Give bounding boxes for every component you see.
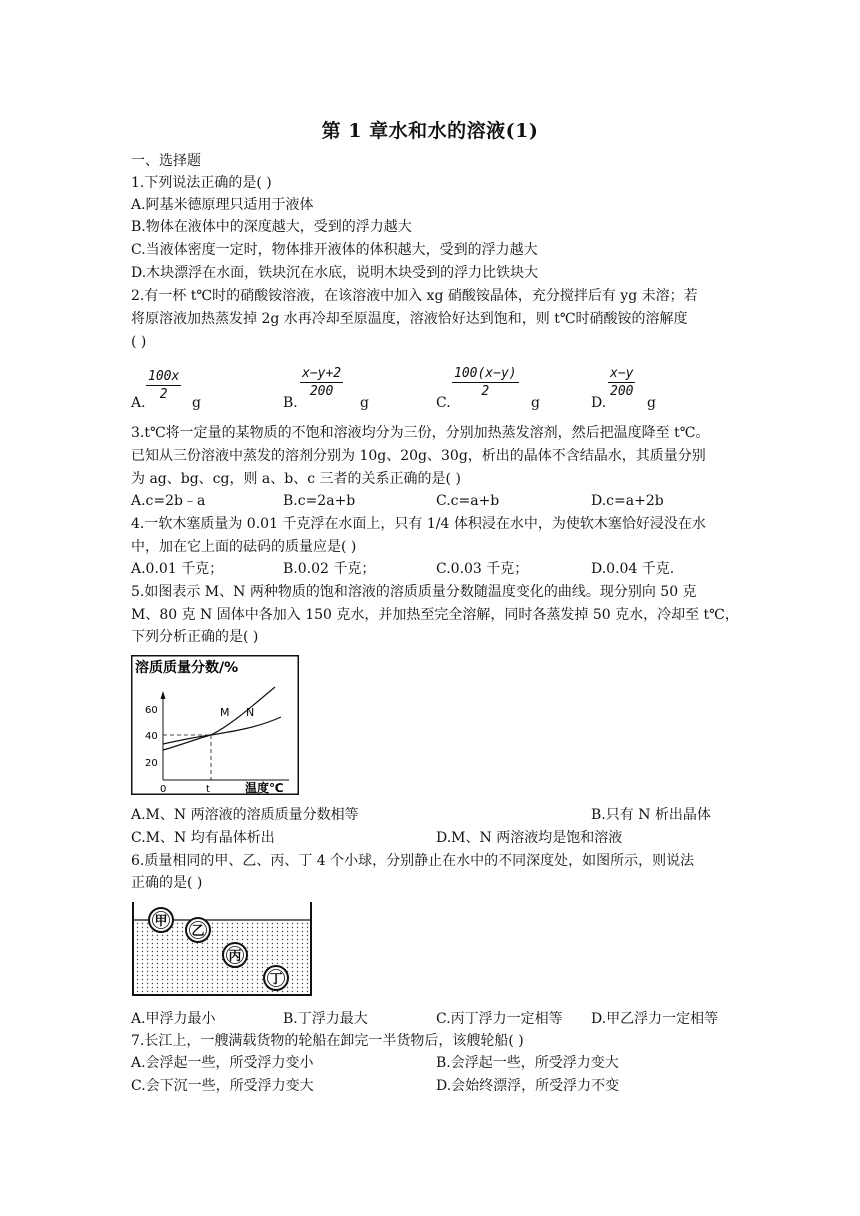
section-heading: 一、选择题 — [131, 153, 201, 169]
q1-option-b: B.物体在液体中的深度越大，受到的浮力越大 — [131, 219, 412, 235]
q3-stem-line-1: 3.t℃将一定量的某物质的不饱和溶液均分为三份，分别加热蒸发溶剂，然后把温度降至 t℃。 — [131, 425, 710, 441]
q2-option-b-denominator: 200 — [309, 384, 334, 399]
q6-balls-in-water-figure — [131, 898, 313, 998]
ball-bing — [223, 943, 247, 967]
q6-option-a: A.甲浮力最小 — [131, 1011, 216, 1027]
q5-option-b: B.只有 N 析出晶体 — [591, 807, 711, 823]
y-tick-label: 20 — [145, 758, 158, 769]
q6-option-b: B.丁浮力最大 — [283, 1011, 368, 1027]
q2-option-c-unit: g — [531, 395, 540, 411]
q7-option-a: A.会浮起一些，所受浮力变小 — [131, 1055, 314, 1071]
q2-stem-line-3: ( ) — [131, 334, 147, 350]
q2-stem-line-1: 2.有一杯 t℃时的硝酸铵溶液，在该溶液中加入 xg 硝酸铵晶体，充分搅拌后有 yg 未溶；若 — [131, 288, 698, 304]
q5-option-a: A.M、N 两溶液的溶质质量分数相等 — [131, 807, 359, 823]
figure-frame — [132, 656, 299, 795]
q7-option-c: C.会下沉一些，所受浮力变大 — [131, 1078, 314, 1094]
q6-stem-line-1: 6.质量相同的甲、乙、丙、丁 4 个小球，分别静止在水中的不同深度处，如图所示，则说法 — [131, 853, 695, 869]
q5-option-c: C.M、N 均有晶体析出 — [131, 830, 275, 846]
q6-option-c: C.丙丁浮力一定相等 — [436, 1011, 563, 1027]
x-tick-label: 0 — [160, 784, 167, 795]
q4-stem-line-1: 4.一软木塞质量为 0.01 千克浮在水面上，只有 1/4 体积浸在水中，为使软木塞恰好浸没在水 — [131, 516, 706, 532]
q3-stem-line-3: 为 ag、bg、cg，则 a、b、c 三者的关系正确的是( ) — [131, 471, 461, 487]
ball-ding — [264, 966, 288, 990]
q2-option-b-unit: g — [360, 395, 369, 411]
q7-option-d: D.会始终漂浮，所受浮力不变 — [436, 1078, 620, 1094]
q5-option-d: D.M、N 两溶液均是饱和溶液 — [436, 830, 623, 846]
q2-option-d-denominator: 200 — [610, 384, 634, 399]
q2-option-b-fraction — [300, 366, 343, 399]
q2-option-d-fraction — [608, 366, 635, 399]
curve-label-m: M — [220, 706, 230, 719]
q3-option-b: B.c=2a+b — [283, 493, 356, 509]
page-title: 第 1 章水和水的溶液(1) — [321, 120, 539, 142]
q1-option-c: C.当液体密度一定时，物体排开液体的体积越大，受到的浮力越大 — [131, 242, 538, 258]
q4-option-a: A.0.01 千克； — [131, 561, 224, 577]
x-tick-label: t — [206, 784, 210, 795]
q7-stem: 7.长江上，一艘满载货物的轮船在卸完一半货物后，该艘轮船( ) — [131, 1033, 524, 1049]
q3-stem-line-2: 已知从三份溶液中蒸发的溶剂分别为 10g、20g、30g，析出的晶体不含结晶水，其质量分别 — [131, 448, 706, 464]
q5-stem-line-3: 下列分析正确的是( ) — [131, 629, 259, 645]
q2-option-a-denominator: 2 — [159, 387, 168, 402]
q2-option-b-numerator: x−y+2 — [302, 366, 342, 381]
ball-label-bing: 丙 — [228, 949, 242, 964]
q2-option-a-unit: g — [192, 395, 201, 411]
ball-label-yi: 乙 — [191, 924, 205, 939]
y-tick-label: 60 — [145, 705, 158, 716]
y-tick-label: 40 — [145, 731, 158, 742]
ball-yi — [186, 918, 210, 942]
q2-option-c-letter: C. — [436, 395, 451, 411]
q2-option-c-numerator: 100(x−y) — [454, 366, 517, 381]
q2-option-a-numerator: 100x — [148, 369, 180, 384]
q3-option-a: A.c=2b﹣a — [131, 493, 206, 509]
q2-stem-line-2: 将原溶液加热蒸发掉 2g 水再冷却至原温度，溶液恰好达到饱和，则 t℃时硝酸铵的溶解度 — [131, 311, 688, 327]
figure-title: 溶质质量分数/% — [135, 660, 239, 676]
q2-option-a-fraction — [146, 369, 181, 402]
q4-option-d: D.0.04 千克. — [591, 561, 675, 577]
q3-option-c: C.c=a+b — [436, 493, 500, 509]
q1-option-d: D.木块漂浮在水面，铁块沉在水底，说明木块受到的浮力比铁块大 — [131, 265, 539, 281]
q2-option-d-numerator: x−y — [610, 366, 634, 381]
ball-label-ding: 丁 — [269, 972, 283, 987]
q2-option-a-letter: A. — [131, 395, 146, 411]
q3-option-d: D.c=a+2b — [591, 493, 664, 509]
curve-label-n: N — [246, 706, 255, 719]
ball-label-jia: 甲 — [154, 914, 168, 929]
q2-option-d-letter: D. — [591, 395, 607, 411]
q5-solubility-figure — [131, 655, 299, 795]
q4-option-c: C.0.03 千克； — [436, 561, 529, 577]
q5-stem-line-2: M、80 克 N 固体中各加入 150 克水，并加热至完全溶解，同时各蒸发掉 50 克水，冷却至 t℃， — [131, 607, 739, 623]
q2-option-d-unit: g — [647, 395, 656, 411]
q4-stem-line-2: 中，加在它上面的砝码的质量应是( ) — [131, 539, 357, 555]
q5-stem-line-1: 5.如图表示 M、N 两种物质的饱和溶液的溶质质量分数随温度变化的曲线。现分别向 50 克 — [131, 584, 697, 600]
q2-option-c-denominator: 2 — [481, 384, 490, 399]
x-axis-label: 温度℃ — [245, 781, 284, 795]
ball-jia — [149, 908, 173, 932]
q6-stem-line-2: 正确的是( ) — [131, 875, 203, 891]
q7-option-b: B.会浮起一些，所受浮力变大 — [436, 1055, 619, 1071]
q6-option-d: D.甲乙浮力一定相等 — [591, 1011, 719, 1027]
q4-option-b: B.0.02 千克； — [283, 561, 376, 577]
q1-option-a: A.阿基米德原理只适用于液体 — [131, 197, 314, 213]
q2-option-b-letter: B. — [283, 395, 298, 411]
q2-option-c-fraction — [452, 366, 519, 399]
q1-stem: 1.下列说法正确的是( ) — [131, 175, 272, 191]
